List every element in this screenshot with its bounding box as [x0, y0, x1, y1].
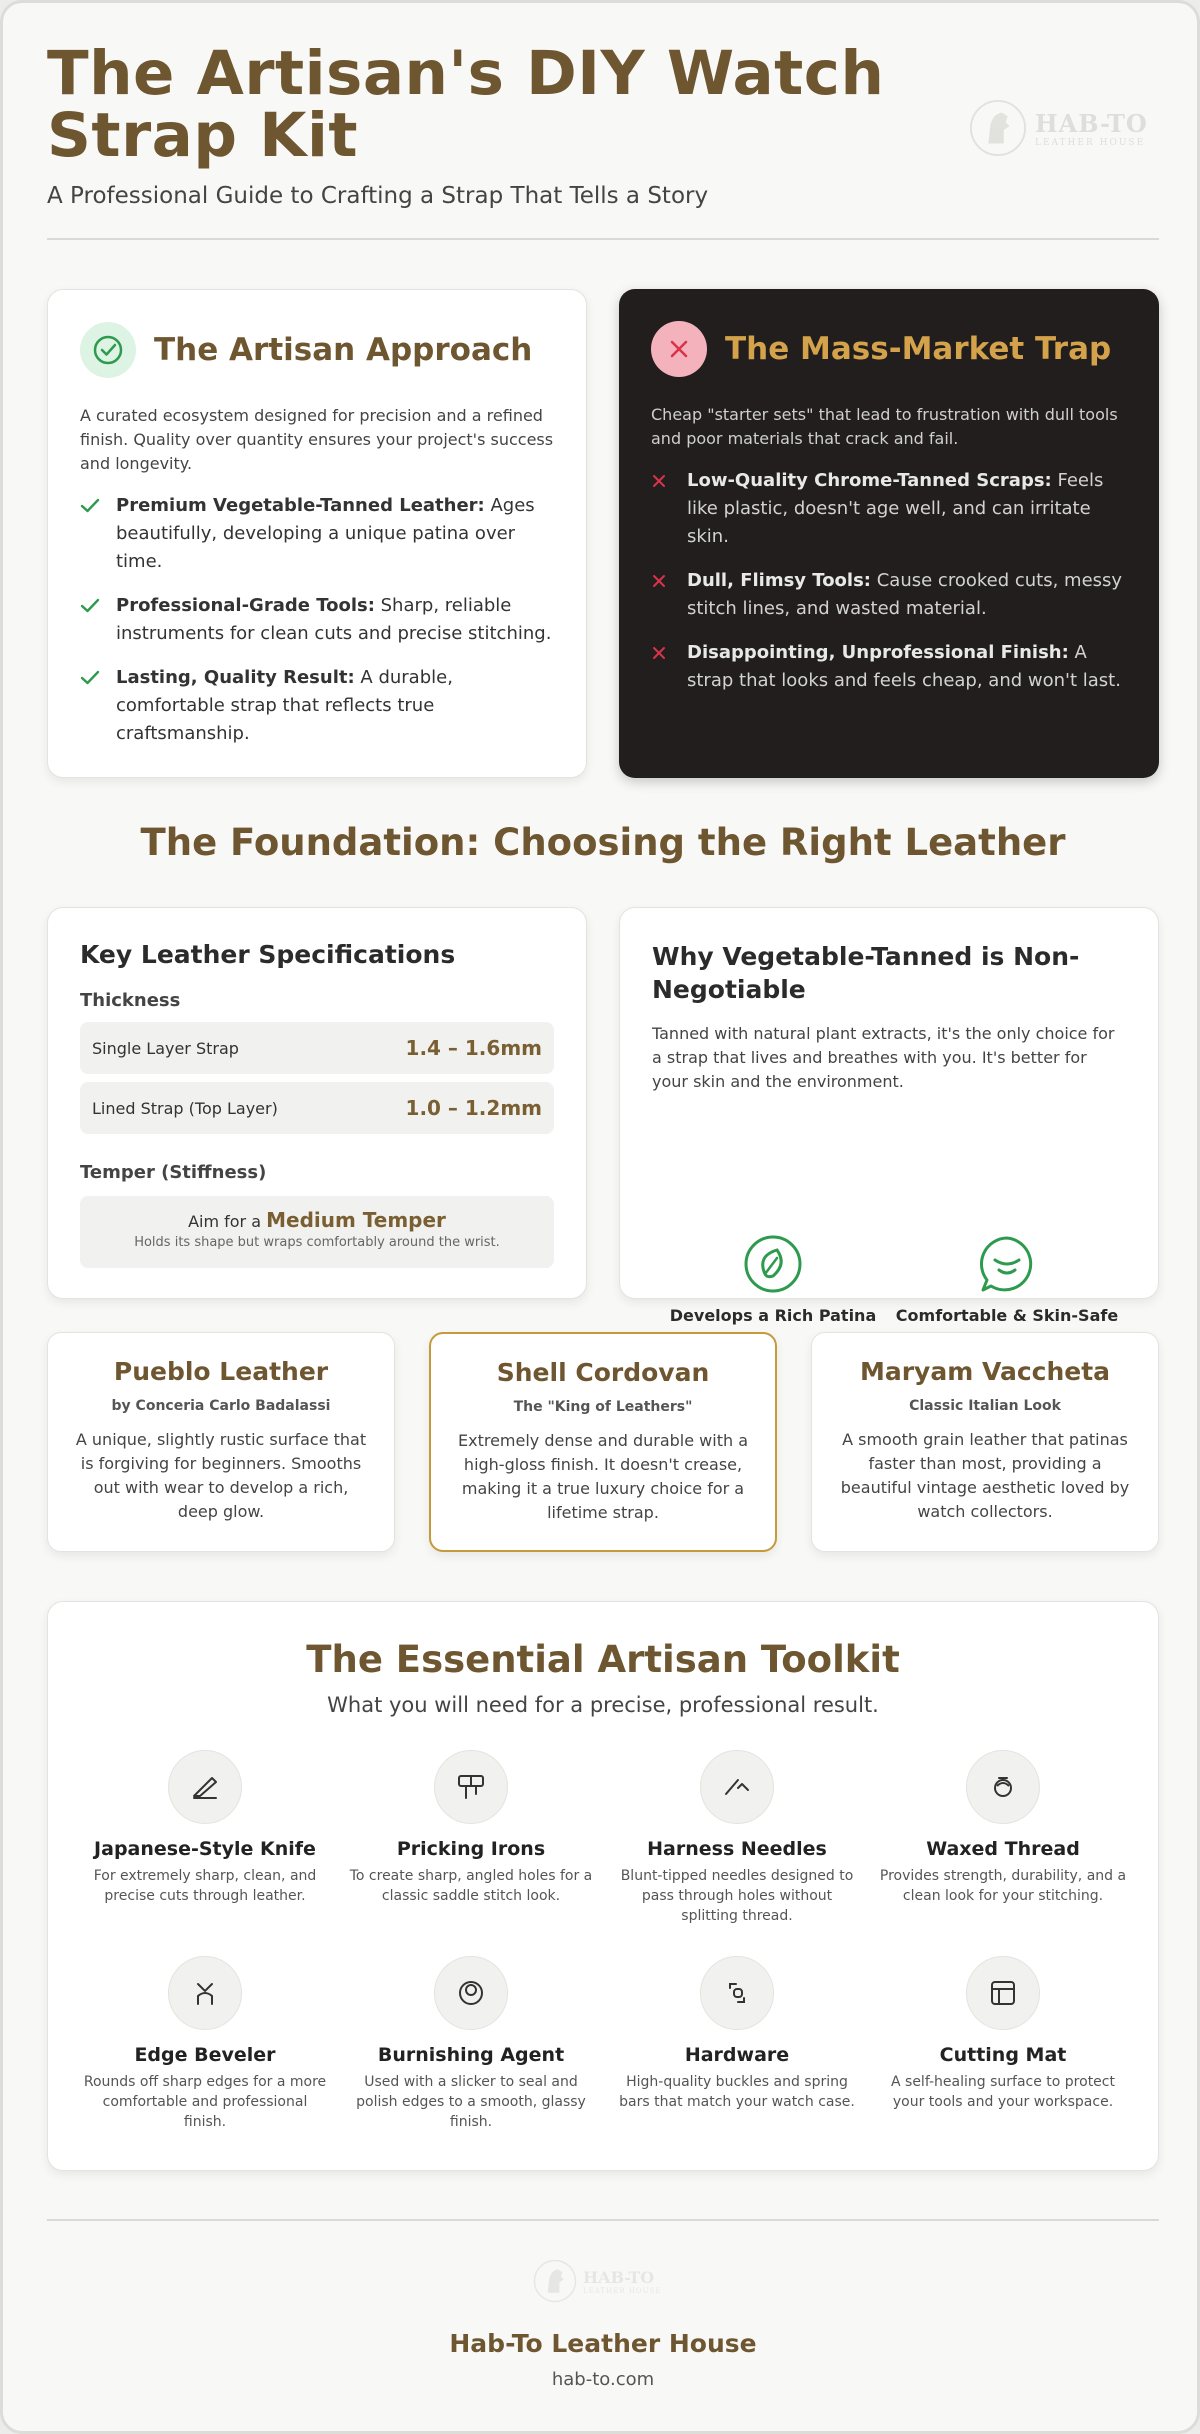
footer-url[interactable]: hab-to.com — [551, 2369, 655, 2390]
temper-value: Medium Temper — [266, 1208, 446, 1232]
feature-label: Develops a Rich Patina — [669, 1306, 877, 1325]
temper-box — [80, 1196, 554, 1268]
artisan-approach-title: The Artisan Approach — [154, 332, 533, 368]
tool-name: Cutting Mat — [939, 2044, 1067, 2066]
check-badge-icon — [80, 322, 136, 378]
leather-description: Extremely dense and durable with a high-gloss finish. It doesn't crease, making it a true luxury choice for a lifetime strap. — [458, 1431, 748, 1522]
tool-name: Harness Needles — [647, 1838, 827, 1860]
tool-description: Blunt-tipped needles designed to pass through holes without splitting thread. — [620, 1868, 854, 1924]
logo-subtext: LEATHER HOUSE — [1035, 137, 1146, 148]
thickness-label: Thickness — [80, 990, 181, 1011]
hardware-icon — [700, 1956, 774, 2030]
leather-description: A unique, slightly rustic surface that is forgiving for beginners. Smooths out with wear to develop a rich, deep glow. — [75, 1430, 367, 1521]
mass-market-intro: Cheap "starter sets" that lead to frustration with dull tools and poor materials that crack and fail. — [651, 405, 1118, 448]
tool-name: Japanese-Style Knife — [94, 1838, 316, 1860]
knife-icon — [168, 1750, 242, 1824]
tool-description: To create sharp, angled holes for a classic saddle stitch look. — [349, 1868, 593, 1904]
needle-icon — [700, 1750, 774, 1824]
temper-note: Holds its shape but wraps comfortably around the wrist. — [134, 1235, 500, 1250]
spec-row — [80, 1082, 554, 1134]
cross-icon — [651, 639, 673, 667]
benefit-title: Lasting, Quality Result: — [116, 667, 355, 688]
tool-name: Pricking Irons — [396, 1838, 546, 1860]
footer-logo — [533, 2255, 673, 2307]
temper-label: Temper (Stiffness) — [80, 1162, 267, 1183]
check-icon — [80, 664, 102, 692]
list-item — [651, 639, 1127, 695]
knight-logo-icon — [533, 2257, 577, 2305]
beveler-icon — [168, 1956, 242, 2030]
foundation-title: The Foundation: Choosing the Right Leather — [140, 821, 1066, 864]
list-item — [80, 492, 554, 576]
benefit-title: Premium Vegetable-Tanned Leather: — [116, 495, 485, 516]
toolkit-card — [47, 1601, 1159, 2171]
cross-icon — [651, 467, 673, 495]
tool-item — [80, 1750, 330, 1906]
leather-name: Shell Cordovan — [496, 1358, 710, 1387]
tool-item — [878, 1956, 1128, 2112]
tool-item — [80, 1956, 330, 2132]
burnisher-icon — [434, 1956, 508, 2030]
mass-market-card — [619, 289, 1159, 778]
list-item — [651, 567, 1127, 623]
tool-description: Used with a slicker to seal and polish edges to a smooth, glassy finish. — [356, 2074, 586, 2130]
tool-description: Provides strength, durability, and a clean look for your stitching. — [879, 1868, 1127, 1904]
check-icon — [80, 592, 102, 620]
tool-item — [612, 1956, 862, 2112]
specs-title: Key Leather Specifications — [80, 940, 456, 969]
artisan-approach-card — [47, 289, 587, 778]
why-veg-tanned-card — [619, 907, 1159, 1325]
spec-row-label: Single Layer Strap — [92, 1038, 239, 1058]
spec-row-value: 1.0 – 1.2mm — [405, 1096, 542, 1120]
thread-icon — [966, 1750, 1040, 1824]
list-item — [651, 467, 1127, 551]
list-item — [80, 592, 554, 648]
feature-label: Comfortable & Skin-Safe — [895, 1306, 1119, 1325]
skin-safe-feature — [892, 1234, 1122, 1325]
logo-text: HAB-TO — [1035, 108, 1148, 138]
brand-logo — [969, 93, 1159, 163]
leather-source: The "King of Leathers" — [513, 1399, 693, 1415]
knight-logo-icon — [969, 97, 1027, 159]
header — [47, 38, 1159, 240]
cutting-mat-icon — [966, 1956, 1040, 2030]
tool-description: A self-healing surface to protect your tools and your workspace. — [891, 2074, 1115, 2110]
tool-name: Hardware — [684, 2044, 790, 2066]
spec-row — [80, 1022, 554, 1074]
leather-source: Classic Italian Look — [909, 1398, 1061, 1414]
footer-logo-text: HAB-TO — [583, 2267, 655, 2287]
tool-name: Waxed Thread — [926, 1838, 1080, 1860]
page-title: The Artisan's DIY Watch Strap Kit — [47, 38, 885, 171]
why-text: Tanned with natural plant extracts, it's the only choice for a strap that lives and breathes with you. It's better for your skin and the environment. — [652, 1024, 1115, 1091]
list-item — [80, 664, 554, 748]
spec-row-label: Lined Strap (Top Layer) — [92, 1098, 278, 1118]
tool-item — [346, 1956, 596, 2132]
leather-description: A smooth grain leather that patinas faster than most, providing a beautiful vintage aesthetic loved by watch collectors. — [840, 1430, 1130, 1521]
cross-icon — [651, 567, 673, 595]
benefit-text: Sharp, reliable instruments for clean cuts and precise stitching. — [116, 595, 552, 644]
artisan-approach-intro: A curated ecosystem designed for precision and a refined finish. Quality over quantity ensures your project's success and longevity. — [80, 406, 554, 473]
footer-divider — [47, 2219, 1159, 2221]
leaf-icon — [743, 1234, 803, 1294]
tool-item — [612, 1750, 862, 1926]
leather-name: Maryam Vaccheta — [859, 1357, 1111, 1386]
tool-name: Edge Beveler — [134, 2044, 276, 2066]
toolkit-title: The Essential Artisan Toolkit — [306, 1638, 900, 1681]
benefit-text: Ages beautifully, developing a unique patina over time. — [116, 495, 535, 572]
toolkit-subtitle: What you will need for a precise, professional result. — [327, 1693, 879, 1717]
footer-logo-subtext: LEATHER HOUSE — [583, 2286, 662, 2295]
leather-card-pueblo — [47, 1332, 395, 1552]
drawback-title: Dull, Flimsy Tools: — [687, 570, 872, 591]
drawback-title: Low-Quality Chrome-Tanned Scraps: — [687, 470, 1052, 491]
check-icon — [80, 492, 102, 520]
leather-name: Pueblo Leather — [113, 1357, 329, 1386]
temper-prefix: Aim for a — [188, 1212, 267, 1231]
tool-description: High-quality buckles and spring bars that match your watch case. — [619, 2074, 855, 2110]
drawback-title: Disappointing, Unprofessional Finish: — [687, 642, 1069, 663]
tool-item — [878, 1750, 1128, 1906]
drawback-text: Feels like plastic, doesn't age well, and can irritate skin. — [687, 470, 1104, 547]
smile-chat-icon — [977, 1234, 1037, 1294]
patina-feature — [658, 1234, 888, 1325]
mass-market-drawbacks-list — [651, 467, 1127, 695]
why-title: Why Vegetable-Tanned is Non-Negotiable — [652, 942, 1080, 1004]
leather-card-maryam — [811, 1332, 1159, 1552]
page-subtitle: A Professional Guide to Crafting a Strap That Tells a Story — [47, 183, 709, 209]
drawback-text: A strap that looks and feels cheap, and won't last. — [687, 642, 1121, 691]
spec-row-value: 1.4 – 1.6mm — [405, 1036, 542, 1060]
benefit-text: A durable, comfortable strap that reflects true craftsmanship. — [116, 667, 453, 744]
benefit-title: Professional-Grade Tools: — [116, 595, 375, 616]
footer-brand-name: Hab-To Leather House — [449, 2329, 757, 2358]
artisan-benefits-list — [80, 492, 554, 748]
cross-badge-icon — [651, 321, 707, 377]
pricking-iron-icon — [434, 1750, 508, 1824]
leather-source: by Conceria Carlo Badalassi — [111, 1398, 331, 1414]
leather-specs-card — [47, 907, 587, 1299]
drawback-text: Cause crooked cuts, messy stitch lines, and wasted material. — [687, 570, 1123, 619]
tool-description: Rounds off sharp edges for a more comfortable and professional finish. — [83, 2074, 327, 2130]
leather-card-shell-cordovan — [429, 1332, 777, 1552]
tool-item — [346, 1750, 596, 1906]
tool-name: Burnishing Agent — [377, 2044, 565, 2066]
tool-description: For extremely sharp, clean, and precise cuts through leather. — [93, 1868, 317, 1904]
mass-market-title: The Mass-Market Trap — [725, 331, 1112, 367]
